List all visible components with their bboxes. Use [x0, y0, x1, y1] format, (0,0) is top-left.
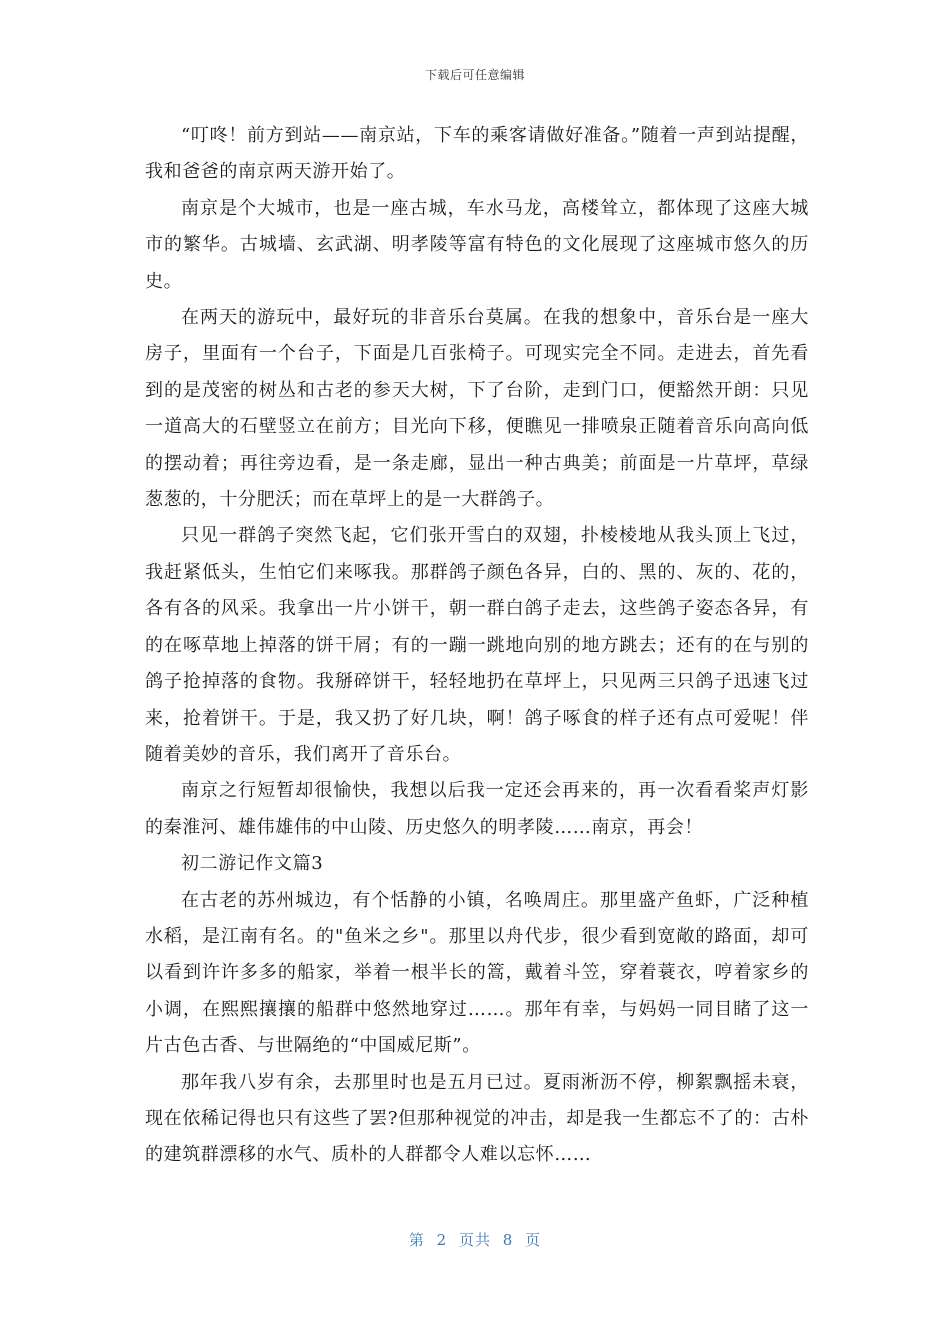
page-header: 下载后可任意编辑 — [424, 68, 525, 82]
paragraph: 只见一群鸽子突然飞起，它们张开雪白的双翅，扑棱棱地从我头顶上飞过，我赶紧低头，生怕它们来啄我。那群鸽子颜色各异，白的、黑的、灰的、花的，各有各的风采。我拿出一片小饼干，朝一群白鸽子走去，这些鸽子姿态各异，有的在啄草地上掉落的饼干屑；有的一蹦一跳地向别的地方跳去；还有的在与别的鸽子抢掉落的食物。我掰碎饼干，轻轻地扔在草坪上，只见两三只鸽子迅速飞过来，抢着饼干。于是，我又扔了好几块，啊！鸽子啄食的样子还有点可爱呢！伴随着美妙的音乐，我们离开了音乐台。 — [145, 525, 809, 765]
paragraph: 在古老的苏州城边，有个恬静的小镇，名唤周庄。那里盛产鱼虾，广泛种植水稻，是江南有名。的"鱼米之乡"。那里以舟代步，很少看到宽敞的路面，却可以看到许许多多的船家，举着一根半长的篙，戴着斗笠，穿着蓑衣，哼着家乡的小调，在熙熙攘攘的船群中悠然地穿过……。那年有幸，与妈妈一同目睹了这一片古色古香、与世隔绝的“中国威尼斯”。 — [145, 889, 809, 1057]
paragraph: 那年我八岁有余，去那里时也是五月已过。夏雨淅沥不停，柳絮飘摇未衰，现在依稀记得也只有这些了罢?但那种视觉的冲击，却是我一生都忘不了的：古朴的建筑群漂移的水气、质朴的人群都令人难以忘怀…… — [145, 1071, 809, 1166]
article-body — [145, 118, 809, 1174]
section-heading: 初二游记作文篇3 — [181, 853, 324, 875]
paragraph: “叮咚！前方到站——南京站，下车的乘客请做好准备。”随着一声到站提醒，我和爸爸的南京两天游开始了。 — [145, 125, 809, 183]
page-footer: 第 2 页共 8 页 — [408, 1231, 542, 1249]
paragraph: 南京之行短暂却很愉快，我想以后我一定还会再来的，再一次看看桨声灯影的秦淮河、雄伟雄伟的中山陵、历史悠久的明孝陵……南京，再会！ — [145, 780, 809, 838]
paragraph: 南京是个大城市，也是一座古城，车水马龙，高楼耸立，都体现了这座大城市的繁华。古城墙、玄武湖、明孝陵等富有特色的文化展现了这座城市悠久的历史。 — [145, 197, 809, 292]
paragraph: 在两天的游玩中，最好玩的非音乐台莫属。在我的想象中，音乐台是一座大房子，里面有一个台子，下面是几百张椅子。可现实完全不同。走进去，首先看到的是茂密的树丛和古老的参天大树，下了台阶，走到门口，便豁然开朗：只见一道高大的石壁竖立在前方；目光向下移，便瞧见一排喷泉正随着音乐向高向低的摆动着；再往旁边看，是一条走廊，显出一种古典美；前面是一片草坪，草绿葱葱的，十分肥沃；而在草坪上的是一大群鸽子。 — [145, 307, 809, 511]
